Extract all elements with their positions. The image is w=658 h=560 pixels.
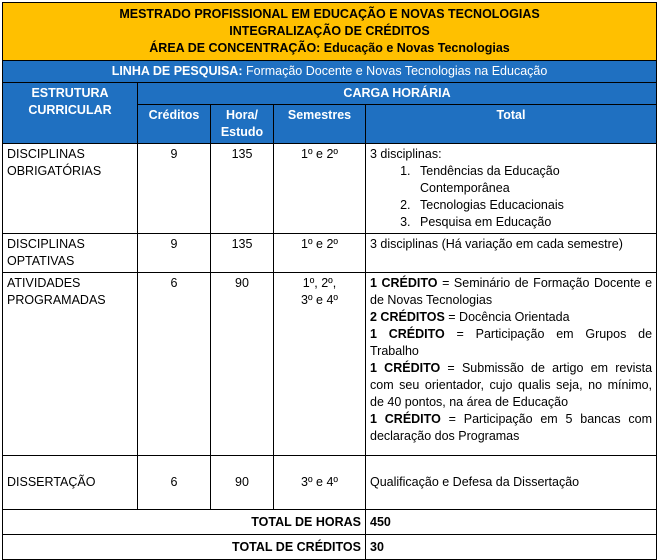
activity-item: 1 CRÉDITO = Participação em 5 bancas com declaração dos Programas xyxy=(370,412,653,443)
credits-header: Créditos xyxy=(138,105,211,144)
total-credits-value: 30 xyxy=(366,535,657,560)
activity-item: 1 CRÉDITO = Submissão de artigo em revista com seu orientador, cujo qualis seja, no mínimo, de 40 pontos, na área de Educação xyxy=(370,361,653,409)
credits-cell: 6 xyxy=(138,456,211,510)
workload-header: CARGA HORÁRIA xyxy=(138,83,657,105)
total-hours-row xyxy=(3,510,657,535)
concentration-area: ÁREA DE CONCENTRAÇÃO: Educação e Novas Tecnologias xyxy=(149,41,510,55)
table-row xyxy=(3,273,657,456)
activity-item: 2 CRÉDITOS = Docência Orientada xyxy=(370,310,570,324)
credits-cell: 9 xyxy=(138,144,211,234)
list-item: 2. Tecnologias Educacionais xyxy=(414,197,652,214)
hours-header: Hora/ Estudo xyxy=(211,105,274,144)
semesters-cell: 3º e 4º xyxy=(274,456,366,510)
total-header: Total xyxy=(366,105,657,144)
column-group-row xyxy=(3,83,657,105)
list-item: 1. Tendências da Educação Contemporânea xyxy=(414,163,652,197)
structure-cell: DISSERTAÇÃO xyxy=(3,456,138,510)
list-item: 3. Pesquisa em Educação xyxy=(414,214,652,231)
credits-cell: 9 xyxy=(138,234,211,273)
total-cell: 3 disciplinas: 1. Tendências da Educação Contemporânea 2. Tecnologias Educacionais 3. Pesquisa em Educação xyxy=(366,144,657,234)
research-line-row xyxy=(3,61,657,83)
credits-cell: 6 xyxy=(138,273,211,456)
total-credits-row xyxy=(3,535,657,560)
credits-table xyxy=(2,2,657,560)
activity-item: 1 CRÉDITO = Seminário de Formação Docente e de Novas Tecnologias xyxy=(370,276,653,307)
program-header xyxy=(3,3,657,61)
total-hours-value: 450 xyxy=(366,510,657,535)
total-credits-label: TOTAL DE CRÉDITOS xyxy=(3,535,366,560)
semesters-cell: 1º e 2º xyxy=(274,144,366,234)
total-hours-label: TOTAL DE HORAS xyxy=(3,510,366,535)
research-line xyxy=(3,61,657,83)
hours-cell: 135 xyxy=(211,234,274,273)
semesters-cell: 1º e 2º xyxy=(274,234,366,273)
table-row xyxy=(3,456,657,510)
hours-cell: 90 xyxy=(211,273,274,456)
table-row xyxy=(3,144,657,234)
structure-cell: DISCIPLINAS OBRIGATÓRIAS xyxy=(3,144,138,234)
structure-cell: ATIVIDADES PROGRAMADAS xyxy=(3,273,138,456)
semesters-cell: 1º, 2º, 3º e 4º xyxy=(274,273,366,456)
semesters-header: Semestres xyxy=(274,105,366,144)
structure-cell: DISCIPLINAS OPTATIVAS xyxy=(3,234,138,273)
program-title: MESTRADO PROFISSIONAL EM EDUCAÇÃO E NOVAS TECNOLOGIAS xyxy=(119,7,540,21)
hours-cell: 90 xyxy=(211,456,274,510)
hours-cell: 135 xyxy=(211,144,274,234)
table-row xyxy=(3,234,657,273)
activity-item: 1 CRÉDITO = Participação em Grupos de Trabalho xyxy=(370,327,653,358)
header-row xyxy=(3,3,657,61)
integration-title: INTEGRALIZAÇÃO DE CRÉDITOS xyxy=(229,24,430,38)
total-cell: 3 disciplinas (Há variação em cada semestre) xyxy=(366,234,657,273)
activities-cell xyxy=(366,273,657,456)
structure-header: ESTRUTURA CURRICULAR xyxy=(3,83,138,144)
mandatory-list xyxy=(370,163,652,231)
total-cell: Qualificação e Defesa da Dissertação xyxy=(366,456,657,510)
research-line-label: LINHA DE PESQUISA: xyxy=(111,64,243,78)
research-line-value: Formação Docente e Novas Tecnologias na Educação xyxy=(245,64,548,78)
